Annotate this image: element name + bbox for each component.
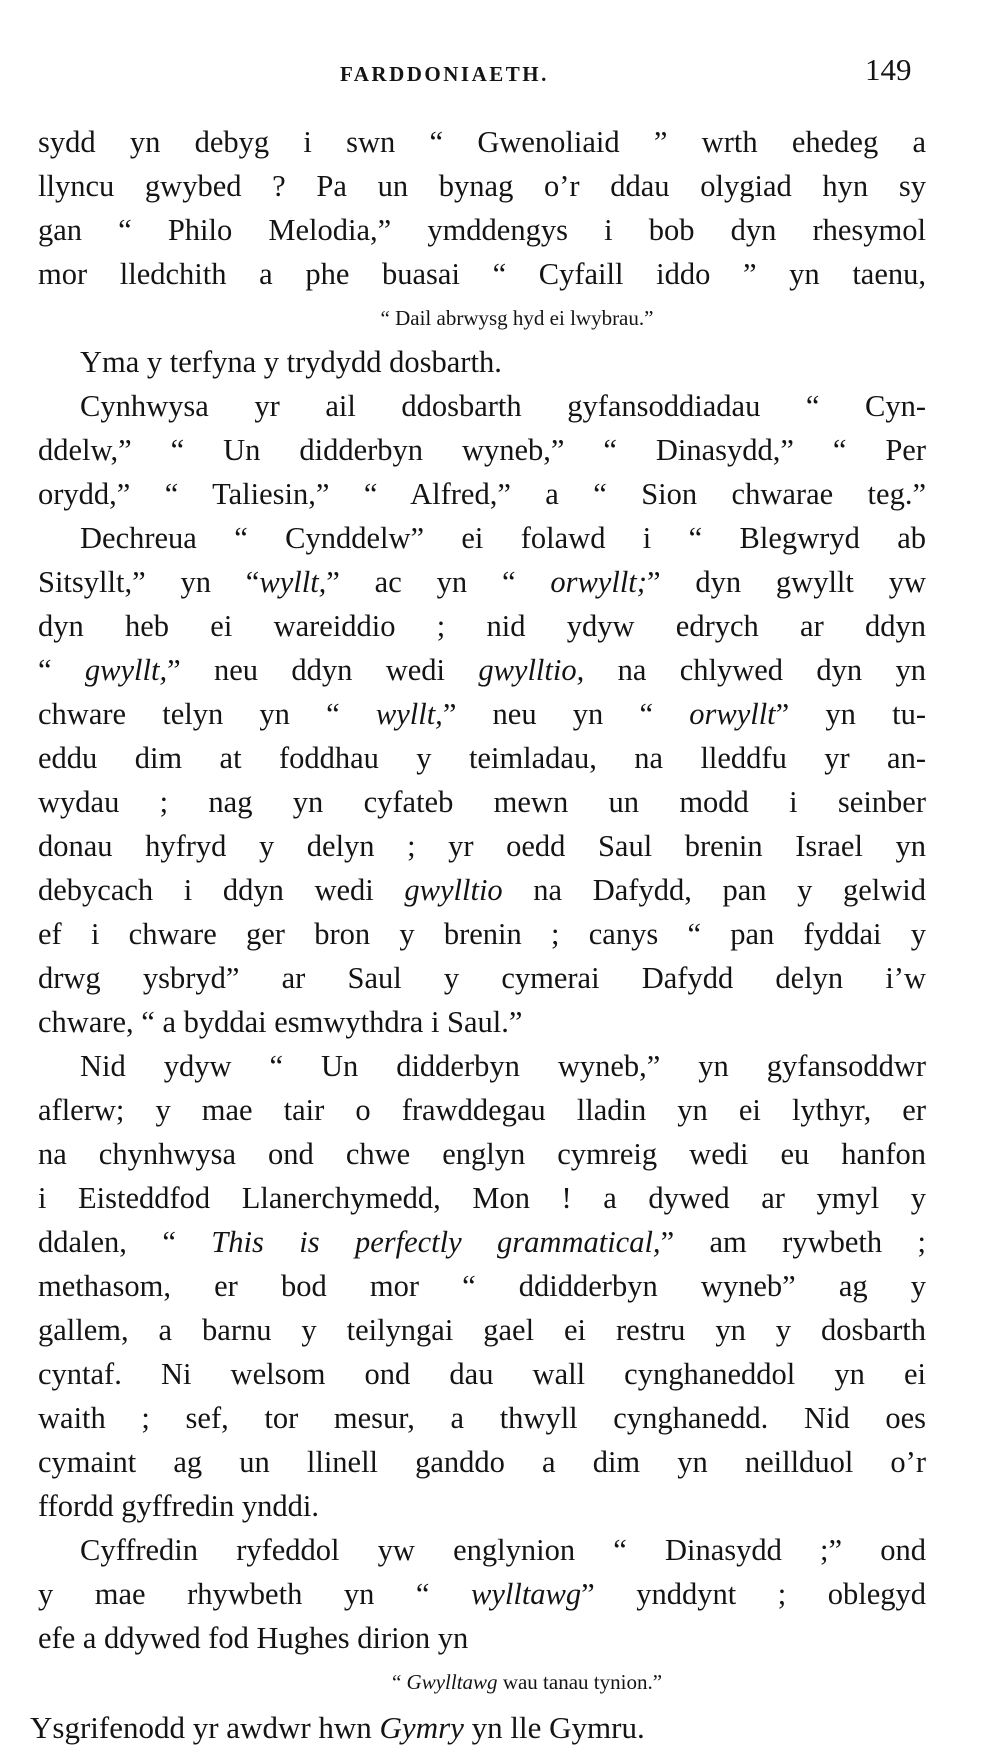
text-line: cymaint ag un llinell ganddo a dim yn neillduol o’r xyxy=(38,1445,926,1479)
text-line: ddalen, “ This is perfectly grammatical,” am rywbeth ; xyxy=(38,1225,926,1259)
text-line: ddelw,” “ Un didderbyn wyneb,” “ Dinasydd,” “ Per xyxy=(38,433,926,467)
text-line: Dechreua “ Cynddelw” ei folawd i “ Blegwryd ab xyxy=(80,521,926,555)
text-line: aflerw; y mae tair o frawddegau lladin yn ei lythyr, er xyxy=(38,1093,926,1127)
text-line: waith ; sef, tor mesur, a thwyll cynghanedd. Nid oes xyxy=(38,1401,926,1435)
text-line: drwg ysbryd” ar Saul y cymerai Dafydd delyn i’w xyxy=(38,961,926,995)
running-title: FARDDONIAETH. xyxy=(340,62,549,86)
text-line: chware telyn yn “ wyllt,” neu yn “ orwyllt” yn tu- xyxy=(38,697,926,731)
text-line: gallem, a barnu y teilyngai gael ei restru yn y dosbarth xyxy=(38,1313,926,1347)
text-line: Yma y terfyna y trydydd dosbarth. xyxy=(80,345,502,379)
page-number: 149 xyxy=(865,52,912,87)
body-text xyxy=(30,120,927,1752)
text-line: llyncu gwybed ? Pa un bynag o’r ddau olygiad hyn sy xyxy=(38,169,926,203)
text-line: ffordd gyffredin ynddi. xyxy=(38,1489,319,1523)
text-line: orydd,” “ Taliesin,” “ Alfred,” a “ Sion chwarae teg.” xyxy=(38,477,926,511)
text-line: mor lledchith a phe buasai “ Cyfaill iddo ” yn taenu, xyxy=(38,257,926,291)
text-line: na chynhwysa ond chwe englyn cymreig wedi eu hanfon xyxy=(38,1137,926,1171)
text-line: dyn heb ei wareiddio ; nid ydyw edrych ar ddyn xyxy=(38,609,926,643)
text-line: “ gwyllt,” neu ddyn wedi gwylltio, na chlywed dyn yn xyxy=(38,653,926,687)
text-line: i Eisteddfod Llanerchymedd, Mon ! a dywed ar ymyl y xyxy=(38,1181,926,1215)
text-line: methasom, er bod mor “ ddidderbyn wyneb” ag y xyxy=(38,1269,926,1303)
quotation-line: “ Dail abrwysg hyd ei lwybrau.” xyxy=(380,306,654,330)
text-line: Ysgrifenodd yr awdwr hwn Gymry yn lle Gymru. xyxy=(30,1710,645,1745)
text-line: Sitsyllt,” yn “wyllt,” ac yn “ orwyllt;” dyn gwyllt yw xyxy=(38,565,926,599)
text-line: Cynhwysa yr ail ddosbarth gyfansoddiadau “ Cyn- xyxy=(80,389,926,423)
text-line: eddu dim at foddhau y teimladau, na lleddfu yr an- xyxy=(38,741,926,775)
text-line: Cyffredin ryfeddol yw englynion “ Dinasydd ;” ond xyxy=(80,1533,926,1567)
text-line: debycach i ddyn wedi gwylltio na Dafydd, pan y gelwid xyxy=(38,873,926,907)
text-line: chware, “ a byddai esmwythdra i Saul.” xyxy=(38,1005,523,1039)
text-line: gan “ Philo Melodia,” ymddengys i bob dyn rhesymol xyxy=(38,213,926,247)
text-line: efe a ddywed fod Hughes dirion yn xyxy=(38,1621,469,1655)
text-line: ef i chware ger bron y brenin ; canys “ pan fyddai y xyxy=(38,917,926,951)
text-line: sydd yn debyg i swn “ Gwenoliaid ” wrth ehedeg a xyxy=(38,125,926,159)
text-line: cyntaf. Ni welsom ond dau wall cynghaneddol yn ei xyxy=(38,1357,926,1391)
text-line: wydau ; nag yn cyfateb mewn un modd i seinber xyxy=(38,785,926,819)
text-line: donau hyfryd y delyn ; yr oedd Saul brenin Israel yn xyxy=(38,829,926,863)
quotation-line: “ Gwylltawg wau tanau tynion.” xyxy=(391,1670,663,1694)
text-line: y mae rhywbeth yn “ wylltawg” ynddynt ; oblegyd xyxy=(38,1577,927,1611)
text-line: Nid ydyw “ Un didderbyn wyneb,” yn gyfansoddwr xyxy=(80,1049,926,1083)
page-header xyxy=(0,52,985,92)
